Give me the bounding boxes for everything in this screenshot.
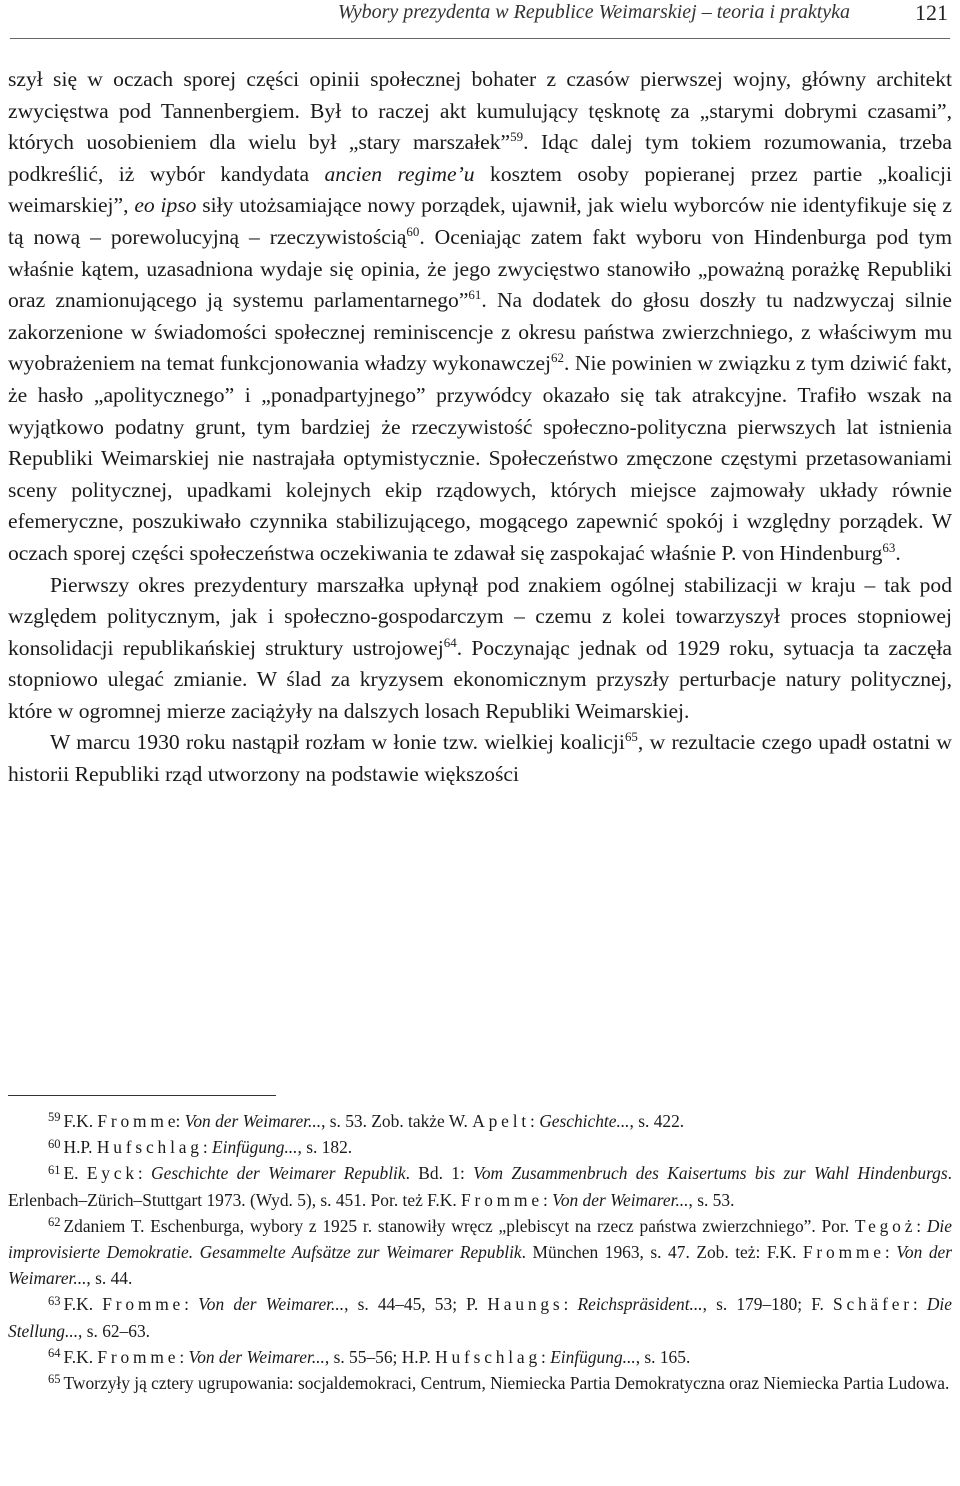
footnote-separator xyxy=(8,1095,276,1096)
footnote-ref-65[interactable]: 65 xyxy=(624,729,638,745)
footnote-ref-59[interactable]: 59 xyxy=(510,129,524,144)
footnote-60: $^{60}$ H.P. Hufschlag: Einfügung..., s. 182. xyxy=(48,1136,353,1158)
footnote-62: $^{62}$ Zdaniem T. Eschenburga, wybory z 1925 r. stanowiły wręcz „plebiscyt na rzecz państwa zwierzchniego”. Por. Tegoż: Die improvisierte Demokratie. Gesammelte Aufsätze zur Weimarer Republik. München 1963, s. 47. Zob. też: F.K. Fromme: Von der Weimarer..., s. 44. xyxy=(8,1215,953,1289)
page-number: 121 xyxy=(915,0,948,25)
page-header xyxy=(10,0,952,38)
footnote-ref-61[interactable]: 61 xyxy=(468,286,482,302)
paragraph-3: W marcu 1930 roku nastąpił rozłam w łonie tzw. wielkiej koalicji$^{65}$, w rezultacie czego upadł ostatni w historii Republiki rząd utworzony na podstawie większości xyxy=(8,729,952,787)
footnote-ref-64[interactable]: 64 xyxy=(443,634,457,650)
footnote-ref-63[interactable]: 63 xyxy=(882,539,896,555)
paragraph-2: Pierwszy okres prezydentury marszałka upłynął pod znakiem ogólnej stabilizacji w kraju – tak pod względem politycznym, jak i społeczno-gospodarczym – czemu z kolei towarzyszył proces stopniowej konsolidacji republikańskiej struktury ustrojowej$^{64}$. Poczynając jednak od 1929 roku, sytuacja ta zaczęła stopniowo ulegać zmianie. W ślad za kryzysem ekonomicznym przyszły perturbacje natury politycznej, które w ogromnej mierze zaciążyły na dalszych losach Republiki Weimarskiej. xyxy=(8,572,952,723)
running-title: Wybory prezydenta w Republice Weimarskiej – teoria i praktyka xyxy=(337,1,850,23)
footnotes xyxy=(8,1108,952,1396)
main-text xyxy=(8,64,952,791)
paragraph-1: szył się w oczach sporej części opinii społecznej bohater z czasów pierwszej wojny, główny architekt zwycięstwa pod Tannenbergiem. Był to raczej akt kumulujący tęsknotę za „starymi dobrymi czasami”, których uosobieniem dla wielu był „stary marszałek”$^{59}$. Idąc dalej tym tokiem rozumowania, trzeba podkreślić, iż wybór kandydata ancien regime’u kosztem osoby popieranej przez partie „koalicji weimarskiej”, eo ipso siły utożsamiające nowy porządek, ujawnił, jak wielu wyborców nie identyfikuje się z tą nową – porewolucyjną – rzeczywistością$^{60}$. Oceniając zatem fakt wyboru von Hindenburga pod tym właśnie kątem, uzasadniona wydaje się opinia, że jego zwycięstwo stanowiło „poważną porażkę Republiki oraz znamionującego ją systemu parlamentarnego”$^{61}$. Na dodatek do głosu doszły tu nadzwyczaj silnie zakorzenione w świadomości społecznej reminiscencje z okresu państwa zwierzchniego, z właściwym mu wyobrażeniem na temat funkcjonowania władzy wykonawczej$^{62}$. Nie powinien w związku z tym dziwić fakt, że hasło „apolitycznego” i „ponadpartyjnego” przywódcy okazało się tak atrakcyjne. Trafiło wszak na wyjątkowo podatny grunt, tym bardziej że rzeczywistość społeczno-polityczna pierwszych lat istnienia Republiki Weimarskiej nie nastrajała optymistycznie. Społeczeństwo zmęczone częstymi przetasowaniami sceny politycznej, upadkami kolejnych ekip rządowych, których miejsce zajmowały układy równie efemeryczne, poszukiwało czynnika stabilizującego, mogącego zapewnić spokój i względny porządek. W oczach sporej części społeczeństwa oczekiwania te zdawał się zaspokajać właśnie P. von Hindenburg$^{63}$. xyxy=(8,67,953,565)
footnote-61: $^{61}$ E. Eyck: Geschichte der Weimarer Republik. Bd. 1: Vom Zusammenbruch des Kaisertums bis zur Wahl Hindenburgs. Erlenbach–Zürich–Stuttgart 1973. (Wyd. 5), s. 451. Por. też F.K. Fromme: Von der Weimarer..., s. 53. xyxy=(8,1162,953,1210)
header-rule xyxy=(10,38,950,39)
footnote-65: $^{65}$ Tworzyły ją cztery ugrupowania: socjaldemokraci, Centrum, Niemiecka Partia Demokratyczna oraz Niemiecka Partia Ludowa. xyxy=(48,1372,950,1394)
footnote-ref-60[interactable]: 60 xyxy=(406,223,420,239)
footnote-64: $^{64}$ F.K. Fromme: Von der Weimarer..., s. 55–56; H.P. Hufschlag: Einfügung..., s. 165. xyxy=(48,1346,691,1367)
footnote-59: $^{59}$ F.K. Fromme: Von der Weimarer..., s. 53. Zob. także W. Apelt: Geschichte..., s. 422. xyxy=(48,1110,685,1131)
footnote-ref-62[interactable]: 62 xyxy=(551,350,564,366)
footnote-63: $^{63}$ F.K. Fromme: Von der Weimarer..., s. 44–45, 53; P. Haungs: Reichspräsident..., s. 179–180; F. Schäfer: Die Stellung..., s. 62–63. xyxy=(8,1293,952,1341)
